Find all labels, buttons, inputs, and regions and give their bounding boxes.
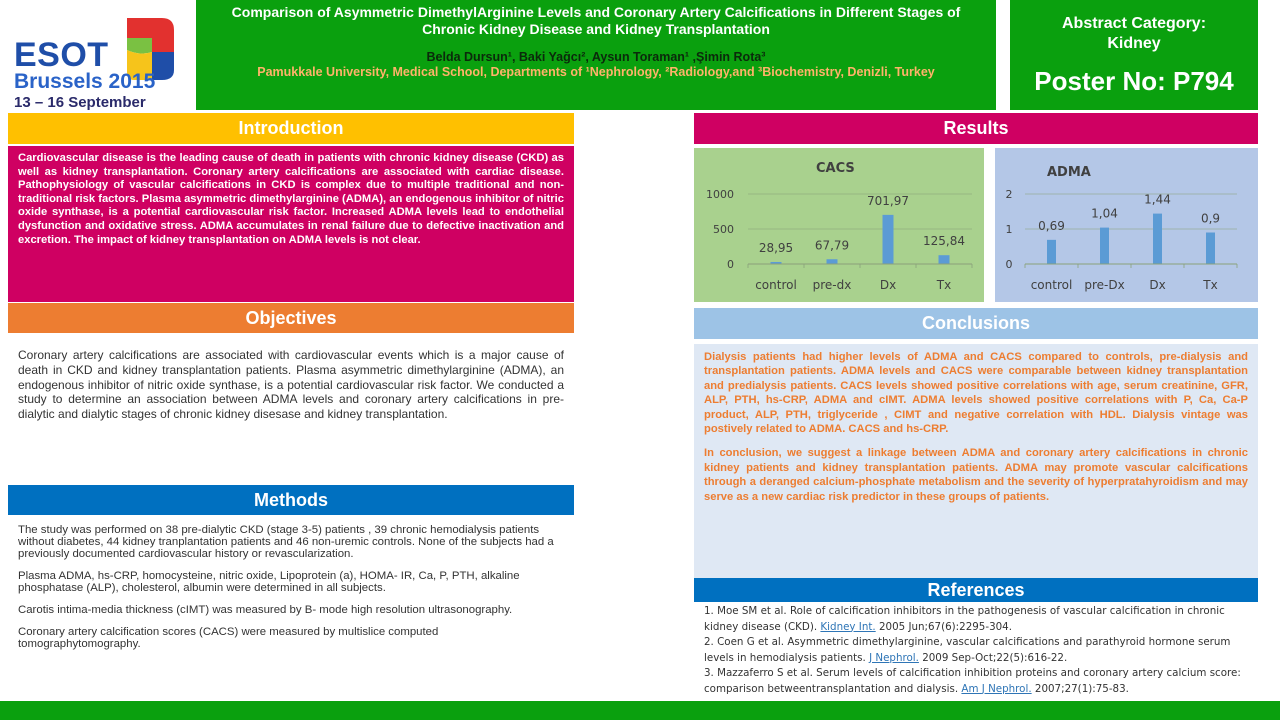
logo-dates: 13 – 16 September	[14, 94, 146, 111]
data-label: 67,79	[814, 238, 850, 253]
bar	[1206, 233, 1215, 265]
data-label: 28,95	[758, 240, 794, 255]
bar	[939, 255, 950, 264]
reference-text: 2009 Sep-Oct;22(5):616-22.	[918, 651, 1068, 664]
objectives-text: Coronary artery calcifications are associated with cardiovascular events which is a major cause of death in CKD and kidney transplantation patients. Plasma asymmetric dimethylarginine (ADMA), an endogenous inhibitor of nitric oxide synthase, is a potential cardiovascular risk factor. We conducted a study to determine an association between ADMA levels and coronary artery calcifications in pre-dialytic and dialytic stages of chronic kidney disesase and kidney transplantation.	[18, 348, 564, 422]
bar	[1153, 214, 1162, 264]
conclusions-paragraph: In conclusion, we suggest a linkage between ADMA and coronary artery calcifications in chronic kidney patients and kidney transplantation patients. ADMA may promote vascular calcifications through a deranged calcium-phosphate metabolism and the severity of hyperpratahyroidism and may serve as a new cardiac risk predictor in these groups of patients.	[704, 447, 1248, 503]
poster-affiliation: Pamukkale University, Medical School, Departments of ¹Nephrology, ²Radiology,and ³Biochemistry, Denizli, Turkey	[257, 65, 935, 79]
category-box	[1010, 0, 1258, 110]
objectives-heading: Objectives	[8, 303, 574, 333]
conference-logo	[0, 0, 192, 112]
logo-city: Brussels 2015	[14, 70, 156, 93]
chart-title: ADMA	[1047, 165, 1091, 180]
x-tick-label: control	[755, 278, 797, 292]
methods-paragraph: Plasma ADMA, hs-CRP, homocysteine, nitric oxide, Lipoprotein (a), HOMA- IR, Ca, P, PTH, alkaline phosphatase (ALP), cholesterol, albumin were determined in all subjects.	[18, 570, 520, 594]
poster-authors: Belda Dursun¹, Baki Yağcı², Aysun Toraman¹ ,Şimin Rota³	[426, 50, 766, 64]
data-label: 1,04	[1091, 206, 1118, 221]
methods-paragraph: Coronary artery calcification scores (CACS) were measured by multislice computed tomographytomography.	[18, 626, 439, 650]
bar	[1047, 240, 1056, 264]
footer-bar	[0, 701, 1280, 720]
chart-title: CACS	[816, 161, 855, 176]
reference-link[interactable]: Kidney Int.	[820, 620, 876, 633]
conclusions-text	[694, 344, 1258, 578]
introduction-text: Cardiovascular disease is the leading cause of death in patients with chronic kidney disease (CKD) as well as kidney transplantation. Coronary artery calcifications are associated with cardiac disease. Pathophysiology of vascular calcifications in CKD is complex due to multiple traditional and non-traditional risk factors. Plasma asymmetric dimethylarginine (ADMA), an endogenous inhibitor of nitric oxide synthase, is a potential cardiovascular risk factor. Increased ADMA levels lead to endothelial dysfunction and oxidative stress. ADMA accumulates in renal failure due to defective inactivation and excretion. The impact of kidney transplantation on ADMA levels is not clear.	[8, 146, 574, 302]
poster-number: Poster No: P794	[1034, 66, 1234, 96]
references-list	[704, 604, 1244, 700]
poster-title-box	[196, 0, 996, 110]
reference-item	[704, 604, 1244, 635]
category-value: Kidney	[1107, 35, 1161, 52]
methods-text	[18, 524, 564, 700]
y-tick-label: 0	[727, 258, 734, 271]
reference-text: 1. Moe SM et al. Role of calcification inhibitors in the pathogenesis of vascular calcification in chronic kidney disease (CKD).	[704, 605, 1225, 633]
introduction-heading: Introduction	[8, 113, 574, 144]
y-tick-label: 1	[1005, 223, 1013, 236]
y-tick-label: 1000	[706, 188, 734, 201]
x-tick-label: control	[1030, 278, 1073, 292]
conclusions-paragraph: Dialysis patients had higher levels of ADMA and CACS compared to controls, pre-dialysis and transplantation patients. ADMA levels and CACS were comparable between kidney transplantation and predialysis patients. CACS levels showed positive correlations with age, serum creatinine, GFR, ALP, PTH, hs-CRP, ADMA and cIMT. ADMA levels showed positive correlations with P, Ca, Ca-P product, ALP, PTH, triglyceride , CIMT and negative correlation with HDL. Dialysis vintage was postively related to ADMA. CACS and hs-CRP.	[704, 351, 1248, 436]
adma-chart-svg	[995, 148, 1258, 302]
reference-text: 2. Coen G et al. Asymmetric dimethylarginine, vascular calcifications and parathyroid hormone serum levels in hemodialysis patients.	[704, 636, 1231, 664]
y-tick-label: 500	[713, 223, 734, 236]
x-tick-label: Tx	[936, 278, 952, 292]
reference-link[interactable]: J Nephrol.	[869, 651, 919, 664]
adma-chart	[995, 148, 1258, 302]
y-tick-label: 2	[1005, 188, 1013, 201]
methods-paragraph: Carotis intima-media thickness (cIMT) was measured by B- mode high resolution ultrasonography.	[18, 604, 513, 616]
bar	[1100, 228, 1109, 264]
x-tick-label: Tx	[1203, 278, 1218, 292]
conclusions-heading: Conclusions	[694, 308, 1258, 339]
methods-paragraph: The study was performed on 38 pre-dialytic CKD (stage 3-5) patients , 39 chronic hemodialysis patients without diabetes, 44 kidney tranplantation patients and 46 non-uremic controls. None of the subjects had a previously documented cardiovascular history or revascularization.	[18, 524, 554, 560]
bar	[883, 215, 894, 264]
bar	[827, 259, 838, 264]
data-label: 125,84	[923, 234, 965, 249]
data-label: 1,44	[1144, 192, 1171, 207]
cacs-chart	[694, 148, 984, 302]
x-tick-label: Dx	[1149, 278, 1166, 292]
data-label: 0,9	[1200, 211, 1221, 226]
reference-link[interactable]: Am J Nephrol.	[961, 682, 1032, 695]
reference-text: 2007;27(1):75-83.	[1031, 682, 1129, 695]
results-heading: Results	[694, 113, 1258, 144]
x-tick-label: pre-dx	[812, 278, 852, 292]
category-label: Abstract Category:	[1061, 15, 1207, 32]
reference-text: 2005 Jun;67(6):2295-304.	[875, 620, 1013, 633]
reference-item	[704, 666, 1244, 697]
references-heading: References	[694, 578, 1258, 602]
reference-text: 3. Mazzaferro S et al. Serum levels of calcification inhibition proteins and coronary artery calcium score: comparison betweentransplantation and dialysis.	[704, 667, 1241, 695]
methods-heading: Methods	[8, 485, 574, 515]
reference-item	[704, 635, 1244, 666]
x-tick-label: Dx	[879, 278, 897, 292]
x-tick-label: pre-Dx	[1084, 278, 1125, 292]
y-tick-label: 0	[1005, 258, 1013, 271]
poster-title: Comparison of Asymmetric DimethylArginine Levels and Coronary Artery Calcifications in Different Stages of Chronic Kidney Disease and Kidney Transplantation	[231, 4, 961, 37]
data-label: 0,69	[1038, 218, 1065, 233]
logo-name: ESOT	[14, 36, 109, 74]
data-label: 701,97	[867, 193, 909, 208]
cacs-chart-svg	[694, 148, 984, 302]
